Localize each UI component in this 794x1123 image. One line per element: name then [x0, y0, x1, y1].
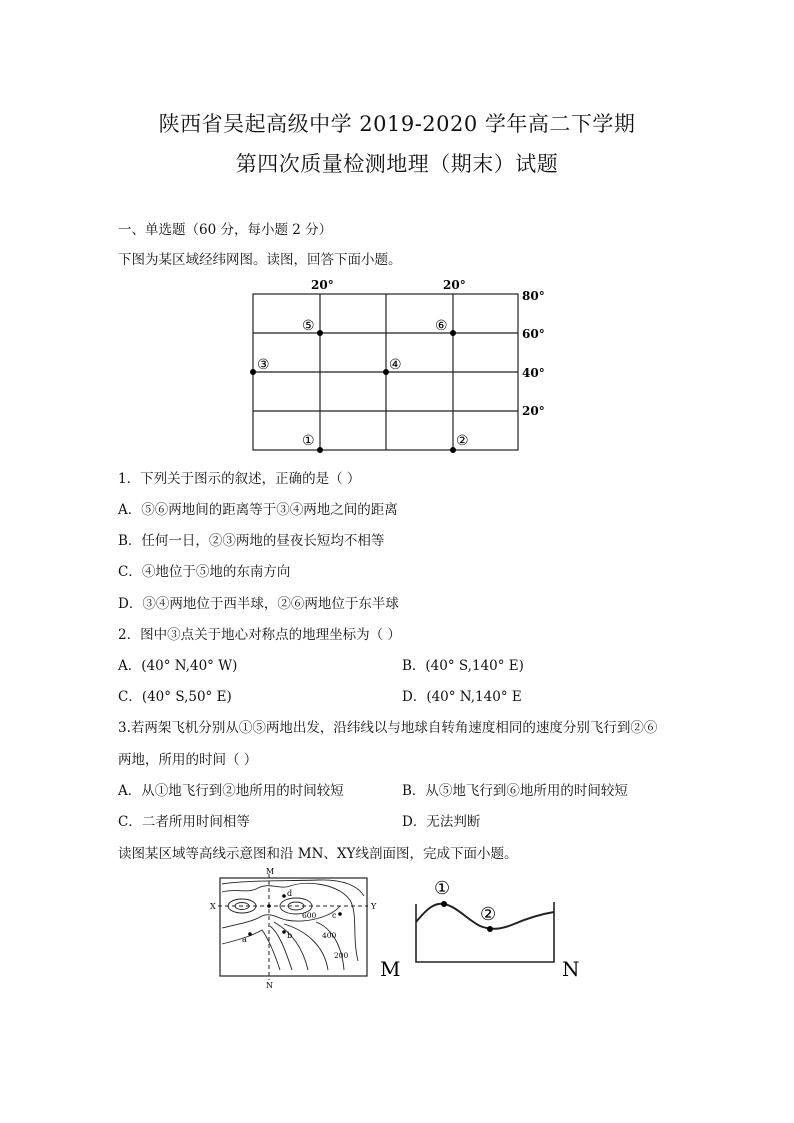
section-heading: 一、单选题（60 分，每小题 2 分） [118, 222, 333, 238]
page-title-line2: 第四次质量检测地理（期末）试题 [235, 152, 559, 176]
q3-option-a: A．从①地飞行到②地所用的时间较短 [118, 783, 344, 799]
intro-text-2: 读图某区域等高线示意图和沿 MN、XY线剖面图，完成下面小题。 [118, 846, 518, 862]
q2-option-b: B．(40° S,140° E) [402, 658, 524, 674]
contour-line [274, 922, 308, 970]
q1-option-c: C．④地位于⑤地的东南方向 [118, 564, 291, 580]
q2-stem: 2．图中③点关于地心对称点的地理坐标为（ ） [118, 627, 401, 643]
point-4-label: ④ [389, 357, 402, 373]
contour-label-n: N [266, 981, 273, 990]
point-5-dot [317, 330, 323, 336]
contour-value-400: 400 [322, 931, 337, 940]
contour-label-y: Y [371, 902, 377, 911]
q1-option-d: D．③④两地位于西半球，②⑥两地位于东半球 [118, 596, 399, 612]
profile-point-1-label: ① [434, 878, 451, 899]
contour-label-d: d [287, 889, 293, 898]
profile-label-m: M [380, 957, 401, 981]
q3-option-c: C．二者所用时间相等 [118, 814, 250, 830]
lat-label-40: 40° [522, 366, 545, 380]
contour-label-b: b [287, 931, 293, 940]
q3-stem-line1: 3.若两架飞机分别从①⑤两地出发，沿纬线以与地球自转角速度相同的速度分别飞行到②⑥ [118, 720, 658, 736]
q2-option-d: D．(40° N,140° E [402, 689, 522, 705]
intro-text-1: 下图为某区域经纬网图。读图，回答下面小题。 [118, 252, 402, 268]
graticule-figure [245, 275, 555, 455]
lat-label-80: 80° [522, 289, 545, 303]
top-label-2: 20° [443, 278, 466, 292]
contour-value-200: 200 [334, 951, 349, 960]
point-3-dot [250, 369, 256, 375]
contour-line [316, 922, 344, 970]
point-5-label: ⑤ [302, 318, 315, 334]
page-title-line1: 陕西省吴起高级中学 2019-2020 学年高二下学期 [158, 112, 636, 136]
q2-option-c: C．(40° S,50° E) [118, 689, 232, 705]
q3-option-b: B．从⑤地飞行到⑥地所用的时间较短 [402, 783, 628, 799]
profile-point-2-label: ② [480, 904, 497, 925]
point-6-label: ⑥ [435, 318, 448, 334]
profile-figure [376, 872, 586, 982]
q1-stem: 1．下列关于图示的叙述，正确的是（ ） [118, 471, 361, 487]
point-6-dot [450, 330, 456, 336]
top-label-1: 20° [311, 278, 334, 292]
q1-option-a: A．⑤⑥两地间的距离等于③④两地之间的距离 [118, 502, 398, 518]
contour-label-m: M [266, 867, 275, 876]
section-intersection-dot [267, 904, 271, 908]
contour-value-600: 600 [302, 911, 317, 920]
point-2-label: ② [456, 433, 469, 449]
profile-point-1-dot [441, 901, 447, 907]
point-d-dot [282, 894, 286, 898]
point-a-dot [248, 932, 252, 936]
point-3-label: ③ [257, 357, 270, 373]
contour-label-a: a [242, 935, 247, 944]
q1-option-b: B．任何一日，②③两地的昼夜长短均不相等 [118, 533, 385, 549]
contour-line [222, 880, 364, 896]
q3-stem-line2: 两地，所用的时间（ ） [118, 752, 258, 768]
contour-map-figure [208, 866, 388, 992]
point-b-dot [282, 930, 286, 934]
q2-option-a: A．(40° N,40° W) [118, 658, 238, 674]
profile-label-n: N [562, 957, 580, 981]
point-c-dot [338, 912, 342, 916]
lat-label-60: 60° [522, 327, 545, 341]
contour-label-x: X [210, 902, 216, 911]
contour-label-c: c [332, 911, 337, 920]
lat-label-20: 20° [522, 404, 545, 418]
point-1-dot [317, 447, 323, 453]
q3-option-d: D．无法判断 [402, 814, 481, 830]
contour-line [222, 930, 280, 970]
point-1-label: ① [302, 433, 315, 449]
profile-point-2-dot [487, 926, 493, 932]
